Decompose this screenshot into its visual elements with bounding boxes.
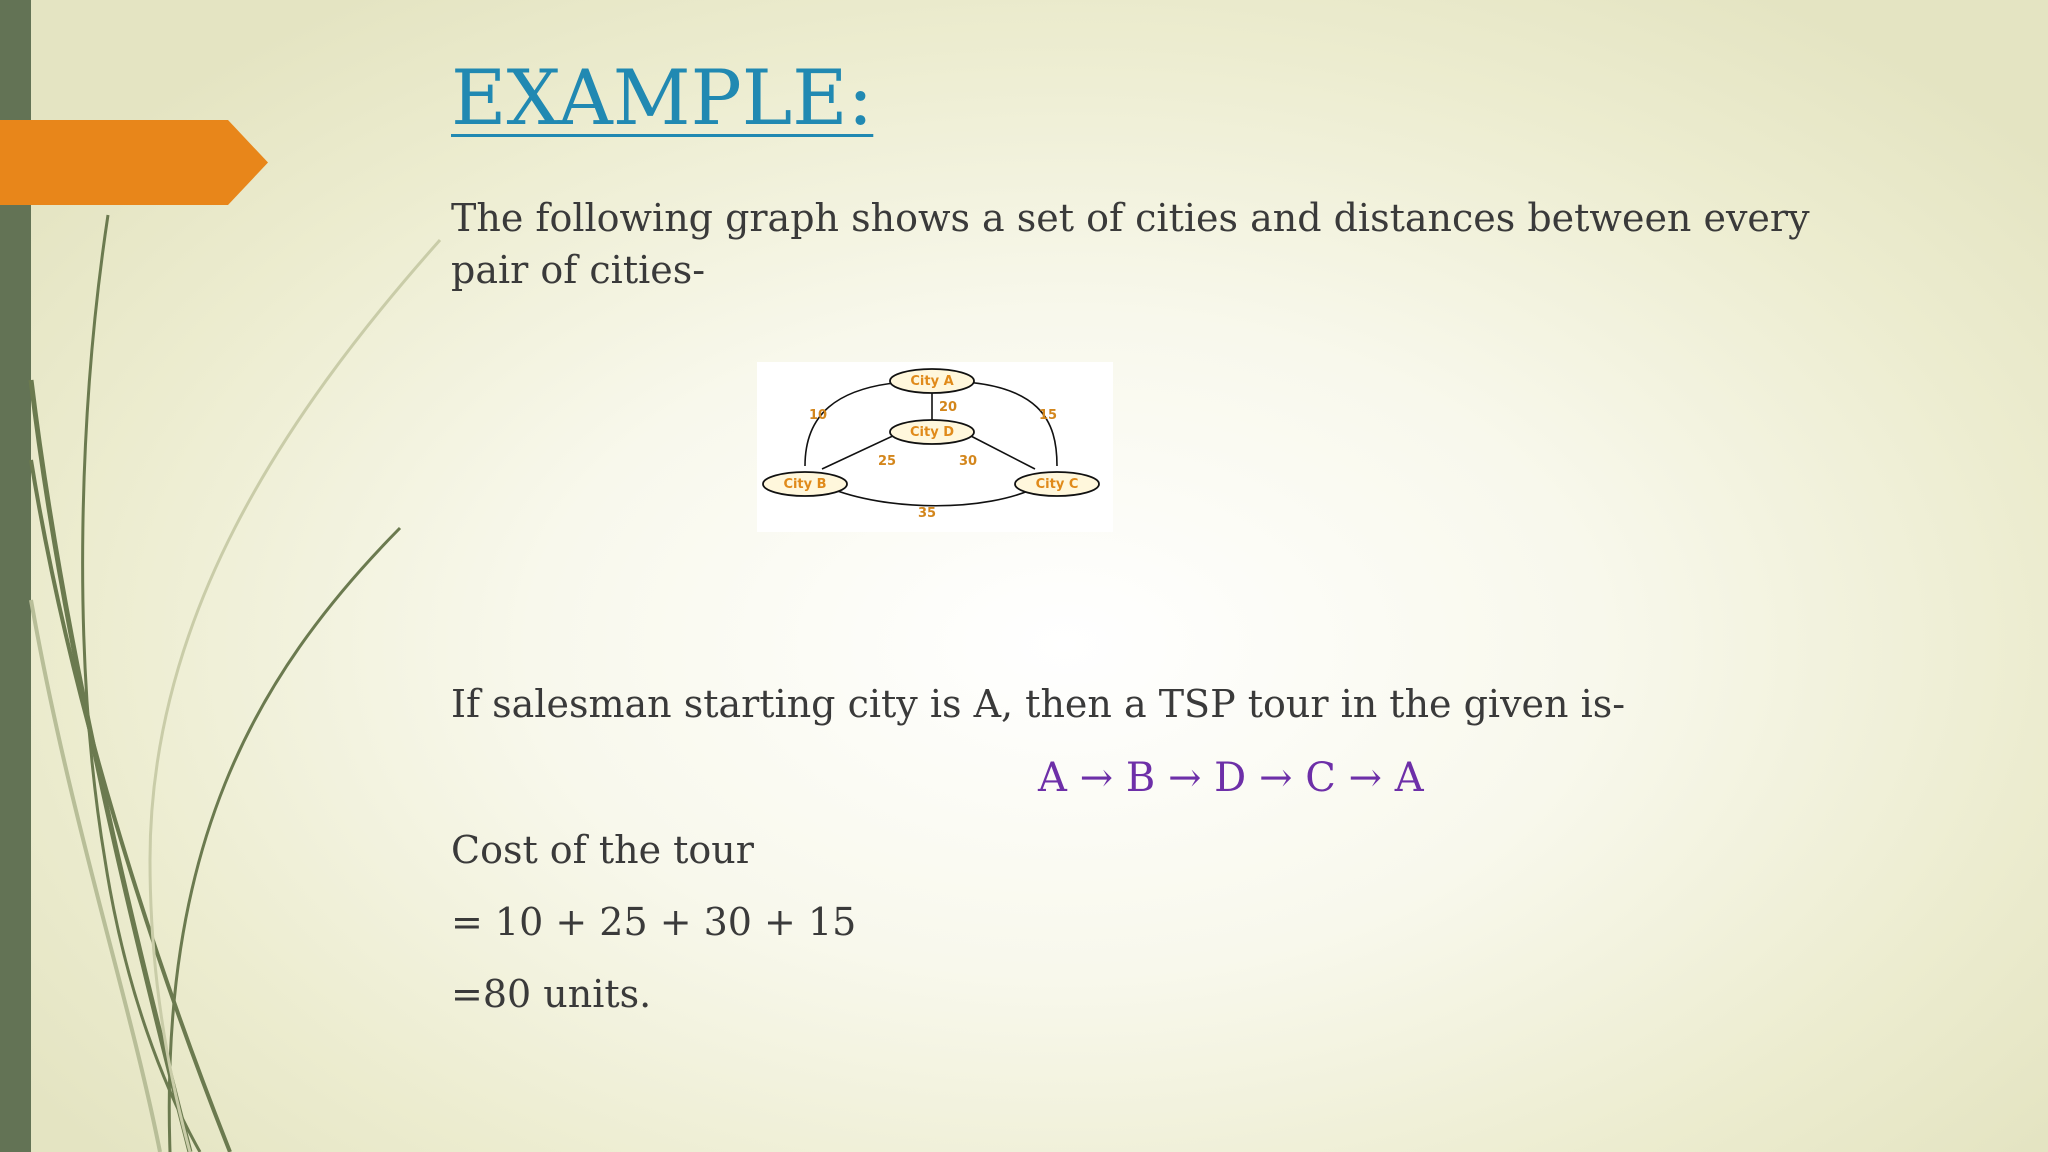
svg-text:City D: City D bbox=[909, 425, 955, 440]
intro-text: The following graph shows a set of cities and distances between every pair of cities- bbox=[451, 196, 1810, 292]
svg-text:City A: City A bbox=[910, 374, 954, 389]
edge-weight-b-c: 35 bbox=[918, 506, 937, 521]
node-city-a bbox=[890, 369, 974, 393]
node-city-c bbox=[1015, 472, 1099, 496]
node-city-b bbox=[763, 472, 847, 496]
svg-text:City C: City C bbox=[1035, 477, 1079, 492]
cost-sum: = 10 + 25 + 30 + 15 bbox=[451, 900, 857, 944]
slide-title: EXAMPLE: bbox=[451, 53, 874, 142]
node-city-d bbox=[890, 420, 974, 444]
edge-weight-d-c: 30 bbox=[959, 454, 978, 469]
city-graph bbox=[757, 362, 1113, 532]
edge-b-c bbox=[827, 487, 1037, 506]
cost-label: Cost of the tour bbox=[451, 828, 754, 872]
tour-path: A → B → D → C → A bbox=[1038, 755, 1424, 801]
orange-arrow-banner bbox=[0, 120, 268, 205]
edge-weight-a-b: 10 bbox=[809, 408, 828, 423]
edge-weight-a-c: 15 bbox=[1039, 408, 1058, 423]
cost-total: =80 units. bbox=[451, 972, 652, 1016]
tour-intro-text: If salesman starting city is A, then a TSP tour in the given is- bbox=[451, 682, 1626, 726]
edge-weight-a-d: 20 bbox=[939, 400, 958, 415]
svg-text:City B: City B bbox=[783, 477, 827, 492]
edge-d-c bbox=[967, 434, 1035, 469]
edge-weight-b-d: 25 bbox=[878, 454, 897, 469]
